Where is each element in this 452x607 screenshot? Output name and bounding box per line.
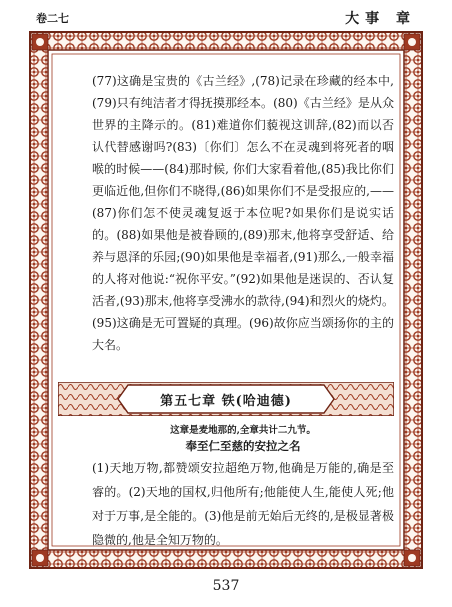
header-surah-title: 大事 章 <box>345 11 416 27</box>
chapter-title: 第五七章 铁(哈迪德) <box>160 394 292 409</box>
verse-paragraph: (77)这确是宝贵的《古兰经》,(78)记录在珍藏的经本中,(79)只有纯洁者才得抚摸那经本。(80)《古兰经》是从众世界的主降示的。(81)难道你们藐视这训辞,(82)而以否认代替感谢吗?(83)〔你们〕怎么不在灵魂到将死者的咽喉的时候——(84)那时候, 你们大家看着他,(85)我比你们更临近他,但你们不晓得,(86)如果你们不是受报应的,——(87)你们怎不使灵魂复返于本位呢?如果你们是说实话的。(88)如果他是被眷顾的,(89)那末,他将享受舒适、给养与恩泽的乐园;(90)如果他是幸福者,(91)那么,一般幸福的人将对他说:“祝你平安。”(92)如果他是迷误的、否认复活者,(93)那末,他将享受沸水的款待,(94)和烈火的烧灼。(95)这确是无可置疑的真理。(96)故你应当颂扬你的主的大名。 <box>92 74 394 352</box>
chapter-title-band <box>58 382 394 416</box>
basmala-heading: 奉至仁至慈的安拉之名 <box>185 439 301 453</box>
chapter-verse-paragraph: (1)天地万物,都赞颂安拉超绝万物,他确是万能的,确是至睿的。(2)天地的国权,归他所有;他能使人生,能使人死;他对于万事,是全能的。(3)他是前无始后无终的,是极显著极隐微的,他是全知万物的。 <box>92 461 394 547</box>
header-juz-label: 卷二七 <box>36 12 69 25</box>
verse-text-block <box>92 70 394 356</box>
page-number: 537 <box>212 578 240 594</box>
chapter-note: 这章是麦地那的,全章共计二九节。 <box>170 425 316 436</box>
running-header <box>0 8 452 26</box>
chapter-verse-block <box>92 456 394 552</box>
